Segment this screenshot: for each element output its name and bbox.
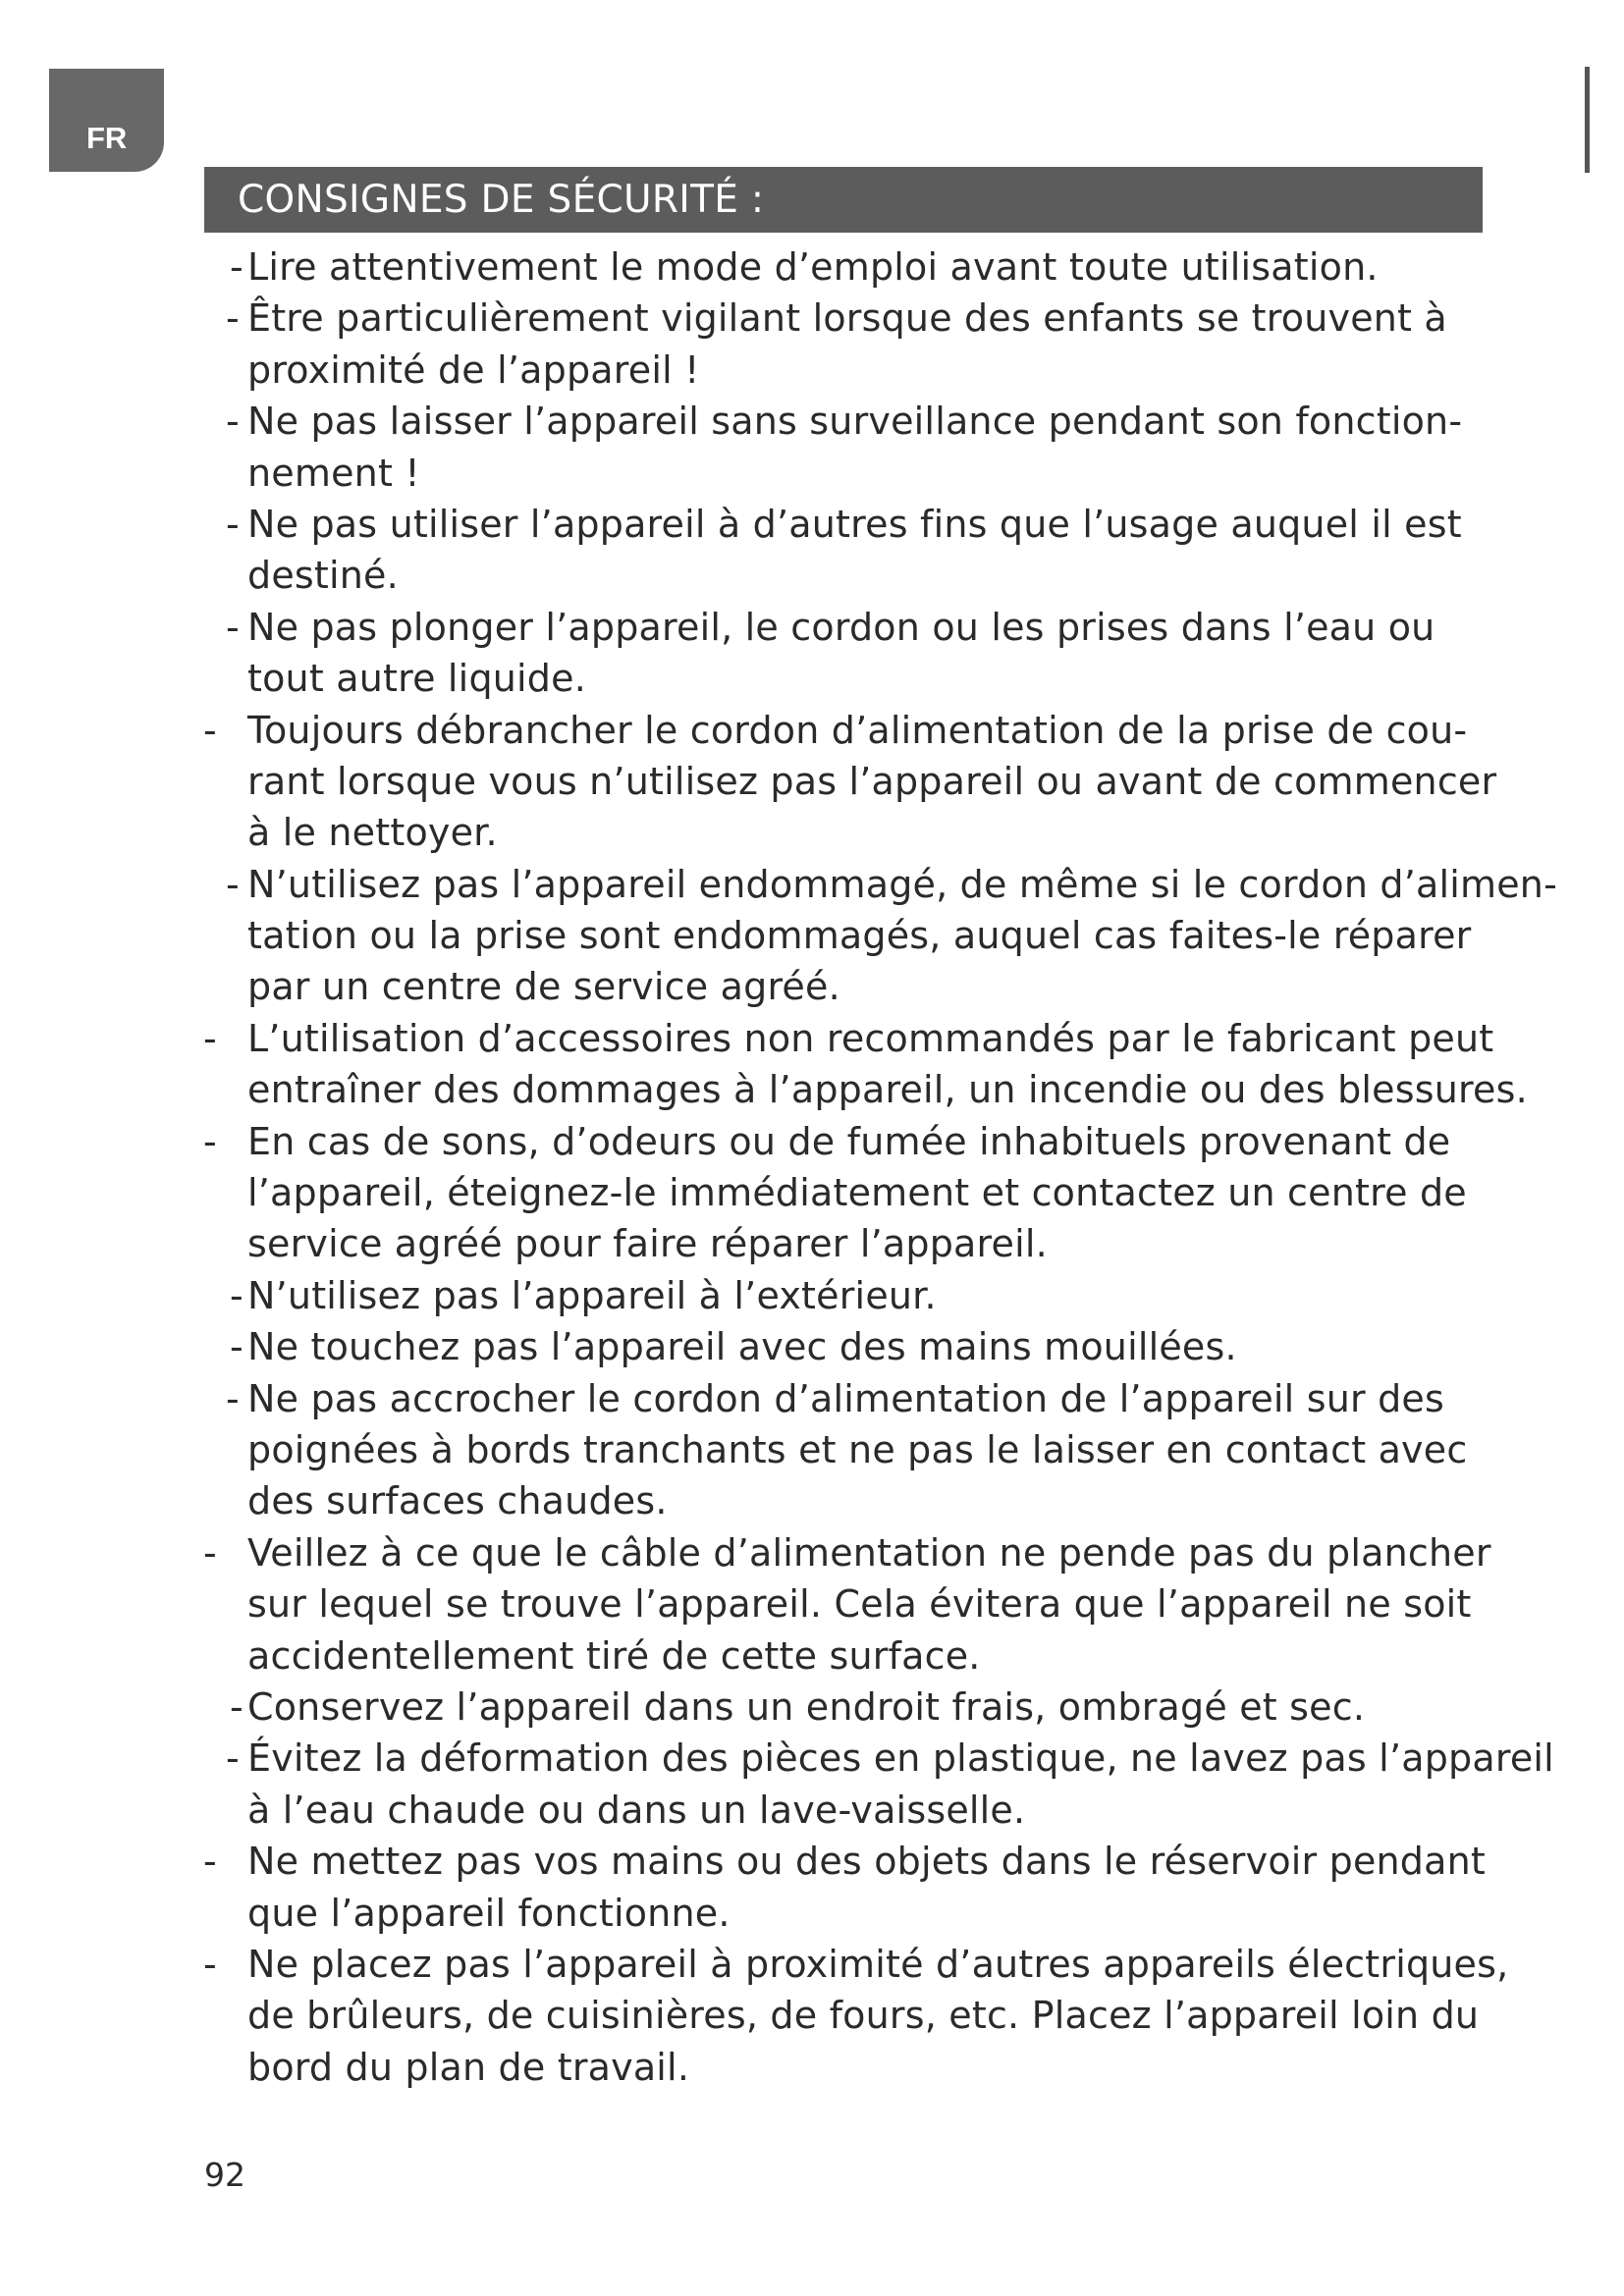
safety-item-line: Ne pas laisser l’appareil sans surveillance pendant son fonction- <box>247 400 1463 444</box>
margin-rule <box>1585 67 1590 173</box>
bullet-dash: - <box>203 1119 217 1163</box>
safety-item-line: Être particulièrement vigilant lorsque des enfants se trouvent à <box>247 296 1447 341</box>
safety-item-line: sur lequel se trouve l’appareil. Cela évitera que l’appareil ne soit <box>247 1582 1472 1627</box>
safety-item-line: de brûleurs, de cuisinières, de fours, etc. Placez l’appareil loin du <box>247 1994 1480 2038</box>
safety-item-line: Ne pas accrocher le cordon d’alimentation de l’appareil sur des <box>247 1376 1444 1420</box>
bullet-dash: - <box>226 296 240 341</box>
safety-item-line: Veillez à ce que le câble d’alimentation ne pende pas du plancher <box>247 1530 1491 1575</box>
safety-item-line: par un centre de service agréé. <box>247 965 840 1009</box>
bullet-dash: - <box>226 862 240 906</box>
section-header <box>204 167 1483 233</box>
safety-item-line: Conservez l’appareil dans un endroit frais, ombragé et sec. <box>247 1684 1366 1729</box>
safety-item <box>0 1733 1624 1836</box>
safety-item-line: Toujours débrancher le cordon d’alimentation de la prise de cou- <box>247 708 1468 752</box>
bullet-dash: - <box>203 1530 217 1575</box>
bullet-dash: - <box>226 400 240 444</box>
safety-item <box>0 1682 1624 1733</box>
bullet-dash: - <box>230 245 244 289</box>
safety-item-line: destiné. <box>247 554 399 598</box>
safety-item <box>0 1527 1624 1682</box>
bullet-dash: - <box>203 708 217 752</box>
safety-item-line: Ne touchez pas l’appareil avec des mains mouillées. <box>247 1325 1237 1369</box>
safety-item-line: proximité de l’appareil ! <box>247 347 700 392</box>
section-title: CONSIGNES DE SÉCURITÉ : <box>238 178 765 222</box>
safety-item-line: Ne placez pas l’appareil à proximité d’autres appareils électriques, <box>247 1942 1509 1986</box>
safety-item-line: à le nettoyer. <box>247 811 498 855</box>
safety-item-line: à l’eau chaude ou dans un lave-vaisselle. <box>247 1788 1026 1832</box>
safety-item <box>0 705 1624 859</box>
bullet-dash: - <box>203 1942 217 1986</box>
safety-item <box>0 1939 1624 2093</box>
bullet-dash: - <box>226 502 240 546</box>
safety-item <box>0 499 1624 602</box>
safety-item <box>0 859 1624 1013</box>
safety-instructions-list <box>0 241 1624 2093</box>
bullet-dash: - <box>230 1325 244 1369</box>
safety-item-line: accidentellement tiré de cette surface. <box>247 1633 981 1678</box>
safety-item <box>0 1116 1624 1270</box>
safety-item-line: Ne mettez pas vos mains ou des objets dans le réservoir pendant <box>247 1840 1486 1884</box>
bullet-dash: - <box>226 605 240 649</box>
safety-item-line: l’appareil, éteignez-le immédiatement et contactez un centre de <box>247 1171 1467 1215</box>
safety-item-line: Lire attentivement le mode d’emploi avant toute utilisation. <box>247 245 1379 289</box>
safety-item-line: des surfaces chaudes. <box>247 1479 668 1523</box>
safety-item <box>0 396 1624 499</box>
page-number: 92 <box>204 2156 245 2194</box>
safety-item <box>0 241 1624 293</box>
safety-item-line: service agréé pour faire réparer l’appareil. <box>247 1222 1048 1266</box>
safety-item-line: N’utilisez pas l’appareil à l’extérieur. <box>247 1273 937 1317</box>
bullet-dash: - <box>230 1684 244 1729</box>
safety-item <box>0 1321 1624 1372</box>
safety-item-line: tout autre liquide. <box>247 657 586 701</box>
safety-item <box>0 1270 1624 1321</box>
bullet-dash: - <box>226 1736 240 1781</box>
safety-item-line: Ne pas utiliser l’appareil à d’autres fins que l’usage auquel il est <box>247 502 1462 546</box>
safety-item-line: N’utilisez pas l’appareil endommagé, de même si le cordon d’alimen- <box>247 862 1557 906</box>
safety-item <box>0 1373 1624 1527</box>
bullet-dash: - <box>203 1016 217 1060</box>
bullet-dash: - <box>230 1273 244 1317</box>
safety-item-line: poignées à bords tranchants et ne pas le laisser en contact avec <box>247 1427 1468 1471</box>
safety-item <box>0 1836 1624 1939</box>
safety-item <box>0 1013 1624 1116</box>
safety-item-line: que l’appareil fonctionne. <box>247 1891 731 1935</box>
bullet-dash: - <box>203 1840 217 1884</box>
safety-item-line: rant lorsque vous n’utilisez pas l’appareil ou avant de commencer <box>247 759 1497 803</box>
safety-item-line: En cas de sons, d’odeurs ou de fumée inhabituels provenant de <box>247 1119 1451 1163</box>
safety-item-line: bord du plan de travail. <box>247 2045 690 2089</box>
language-tab <box>49 69 164 172</box>
safety-item-line: nement ! <box>247 451 420 495</box>
safety-item-line: L’utilisation d’accessoires non recommandés par le fabricant peut <box>247 1016 1494 1060</box>
safety-item <box>0 293 1624 396</box>
bullet-dash: - <box>226 1376 240 1420</box>
language-label: FR <box>86 121 128 155</box>
safety-item <box>0 602 1624 705</box>
safety-item-line: entraîner des dommages à l’appareil, un incendie ou des blessures. <box>247 1068 1528 1112</box>
safety-item-line: tation ou la prise sont endommagés, auquel cas faites-le réparer <box>247 914 1472 958</box>
safety-item-line: Évitez la déformation des pièces en plastique, ne lavez pas l’appareil <box>247 1736 1554 1781</box>
safety-item-line: Ne pas plonger l’appareil, le cordon ou les prises dans l’eau ou <box>247 605 1435 649</box>
